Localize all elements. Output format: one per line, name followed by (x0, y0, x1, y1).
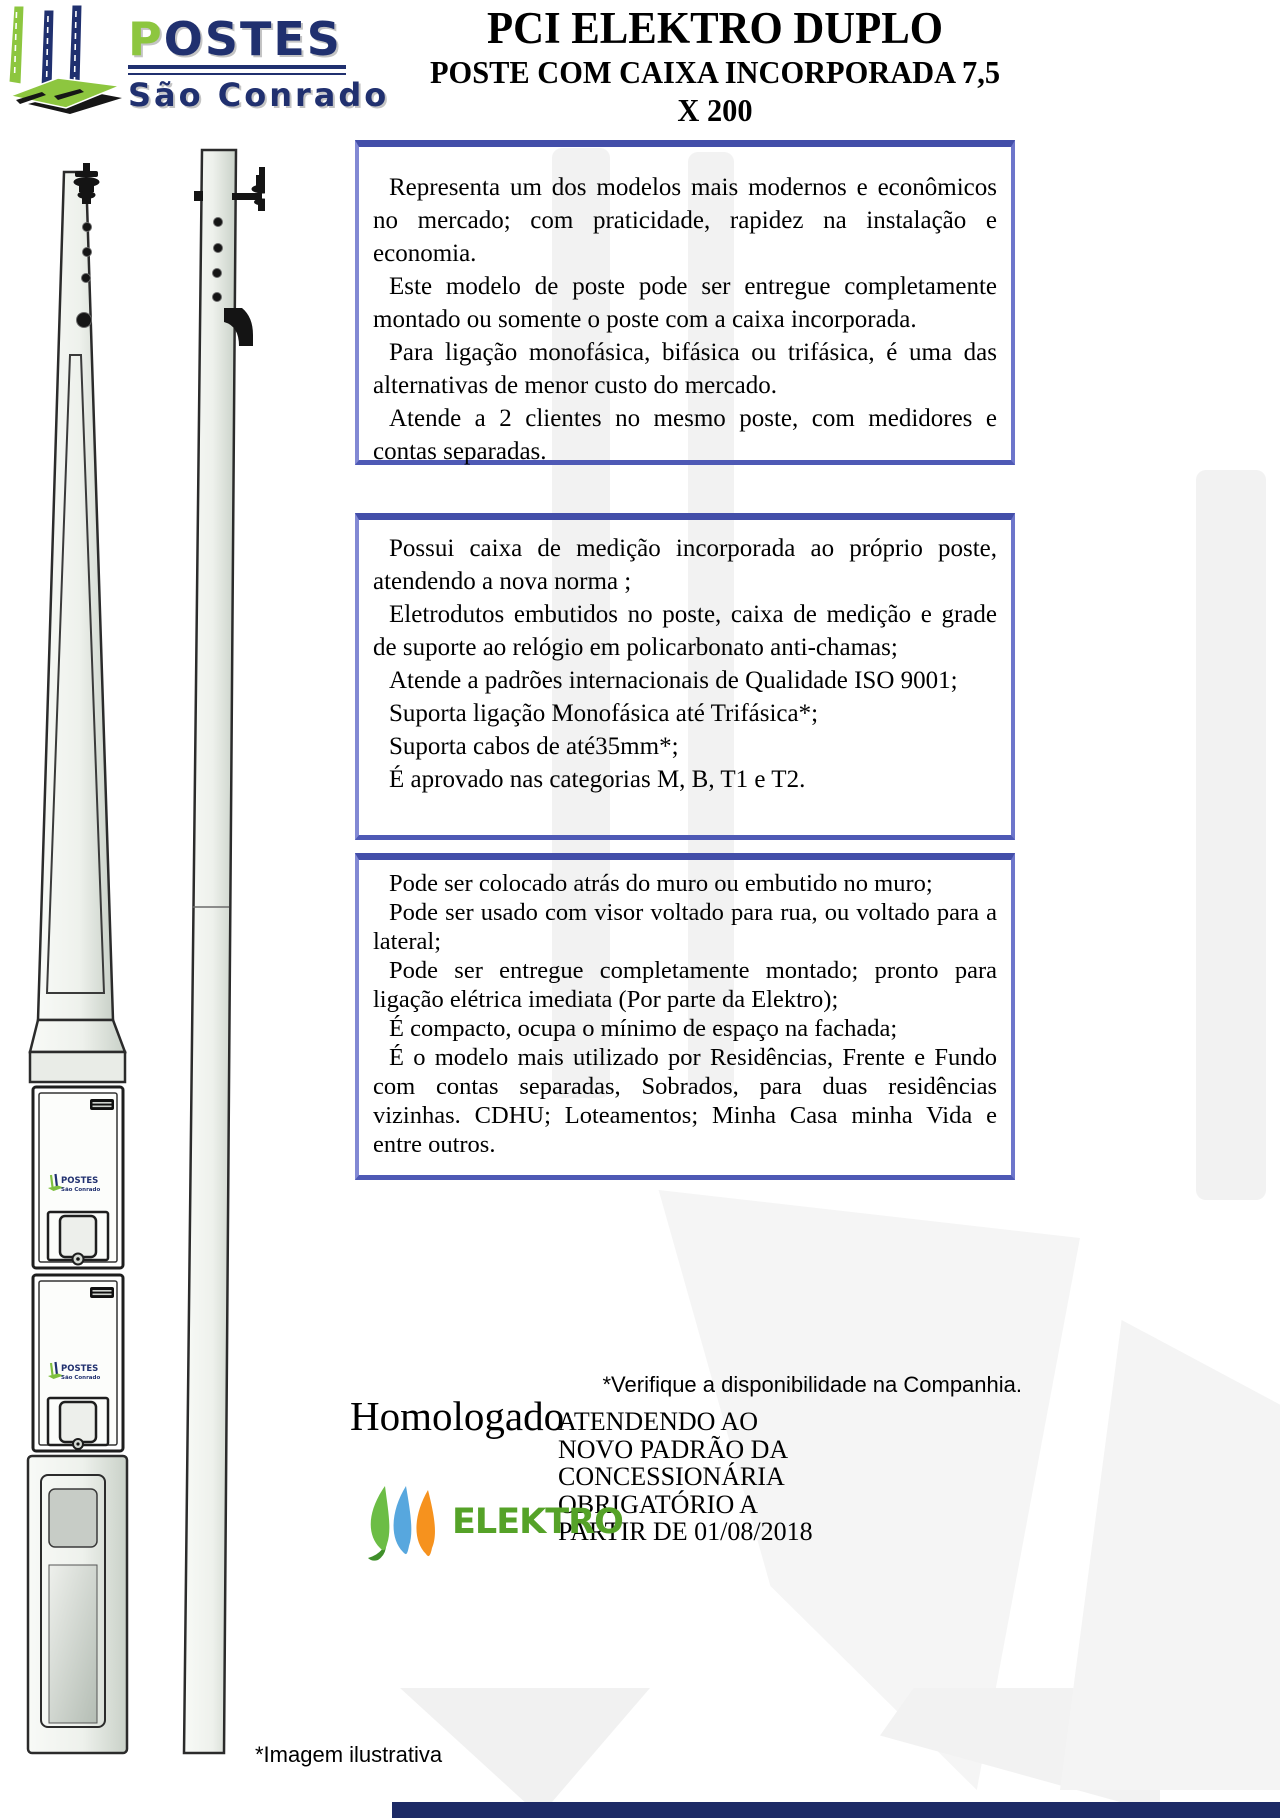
compliance-line: NOVO PADRÃO DA (558, 1434, 789, 1464)
meter-box-1 (33, 1087, 123, 1268)
description-paragraph: Eletrodutos embutidos no poste, caixa de medição e grade de suporte ao relógio em policarbonato anti-chamas; (373, 601, 997, 661)
pole-front-view (28, 163, 127, 1753)
mini-logo (48, 1362, 100, 1381)
description-paragraph: Atende a 2 clientes no mesmo poste, com medidores e contas separadas. (373, 405, 997, 465)
elektro-drops-icon (356, 1478, 446, 1566)
watermark-pole-shape (1196, 470, 1266, 1200)
compliance-line: CONCESSIONÁRIA (558, 1462, 785, 1491)
description-paragraph: Este modelo de poste pode ser entregue completamente montado ou somente o poste com a caixa incorporada. (373, 273, 997, 333)
description-paragraph: Possui caixa de medição incorporada ao próprio poste, atendendo a nova norma ; (373, 535, 997, 595)
description-paragraph: É compacto, ocupa o mínimo de espaço na fachada; (389, 1015, 898, 1042)
base-access-panel (49, 1489, 97, 1547)
footer-bar (392, 1802, 1280, 1818)
document-header (416, 4, 1015, 129)
vent-icon (90, 1099, 114, 1110)
info-box-overview (355, 140, 1015, 465)
meter-box-2 (33, 1275, 123, 1451)
image-note: *Imagem ilustrativa (255, 1742, 443, 1767)
brand-name: POSTES (128, 12, 342, 66)
mini-logo-brand: POSTES (61, 1176, 99, 1186)
logo-poles-icon (8, 4, 126, 116)
description-paragraph: É o modelo mais utilizado por Residências, Frente e Fundo com contas separadas, Sobrados, para duas residências vizinhas. CDHU; Loteamentos; Minha Casa minha Vida e entre outros. (373, 1044, 997, 1158)
company-logo (8, 4, 389, 116)
description-paragraph: Representa um dos modelos mais modernos e econômicos no mercado; com praticidade, rapidez na instalação e economia. (373, 174, 997, 267)
vent-icon (90, 1287, 114, 1298)
page-title: PCI ELEKTRO DUPLO (486, 3, 944, 53)
elektro-logo (356, 1478, 623, 1566)
description-paragraph: Pode ser colocado atrás do muro ou embutido no muro; (389, 870, 933, 897)
description-paragraph: Para ligação monofásica, bifásica ou trifásica, é uma das alternativas de menor custo do mercado. (373, 339, 997, 399)
compliance-line: PARTIR DE 01/08/2018 (558, 1517, 813, 1546)
homologado-label: Homologado (350, 1393, 565, 1439)
description-paragraph: É aprovado nas categorias M, B, T1 e T2. (389, 766, 806, 793)
description-paragraph: Suporta cabos de até35mm*; (389, 733, 679, 760)
mini-logo-sub: São Conrado (61, 1375, 101, 1381)
elektro-name: ELEKTRO (452, 1502, 623, 1542)
brand-divider (128, 65, 346, 75)
compliance-line: OBRIGATÓRIO A (558, 1489, 759, 1519)
page-subtitle: POSTE COM CAIXA INCORPORADA 7,5 X 200 (429, 53, 1001, 128)
pole-illustrations (20, 145, 265, 1760)
brand-subname: São Conrado (128, 76, 390, 114)
description-paragraph: Suporta ligação Monofásica até Trifásica*; (389, 700, 819, 727)
availability-note: *Verifique a disponibilidade na Companhia. (602, 1372, 1022, 1397)
mini-logo (48, 1174, 100, 1193)
logo-text (128, 12, 390, 114)
mini-logo-sub: São Conrado (61, 1187, 101, 1193)
mini-logo-brand: POSTES (61, 1364, 99, 1374)
description-paragraph: Pode ser usado com visor voltado para rua, ou voltado para a lateral; (373, 899, 997, 955)
compliance-line: ATENDENDO AO (558, 1407, 759, 1436)
info-box-features (355, 513, 1015, 840)
pole-side-view (184, 150, 265, 1753)
description-paragraph: Atende a padrões internacionais de Qualidade ISO 9001; (389, 667, 958, 694)
pole-base (28, 1456, 127, 1753)
watermark-diagonal-shape (1060, 1320, 1280, 1790)
description-paragraph: Pode ser entregue completamente montado; pronto para ligação elétrica imediata (Por parte da Elektro); (373, 957, 997, 1013)
info-box-usage (355, 853, 1015, 1180)
